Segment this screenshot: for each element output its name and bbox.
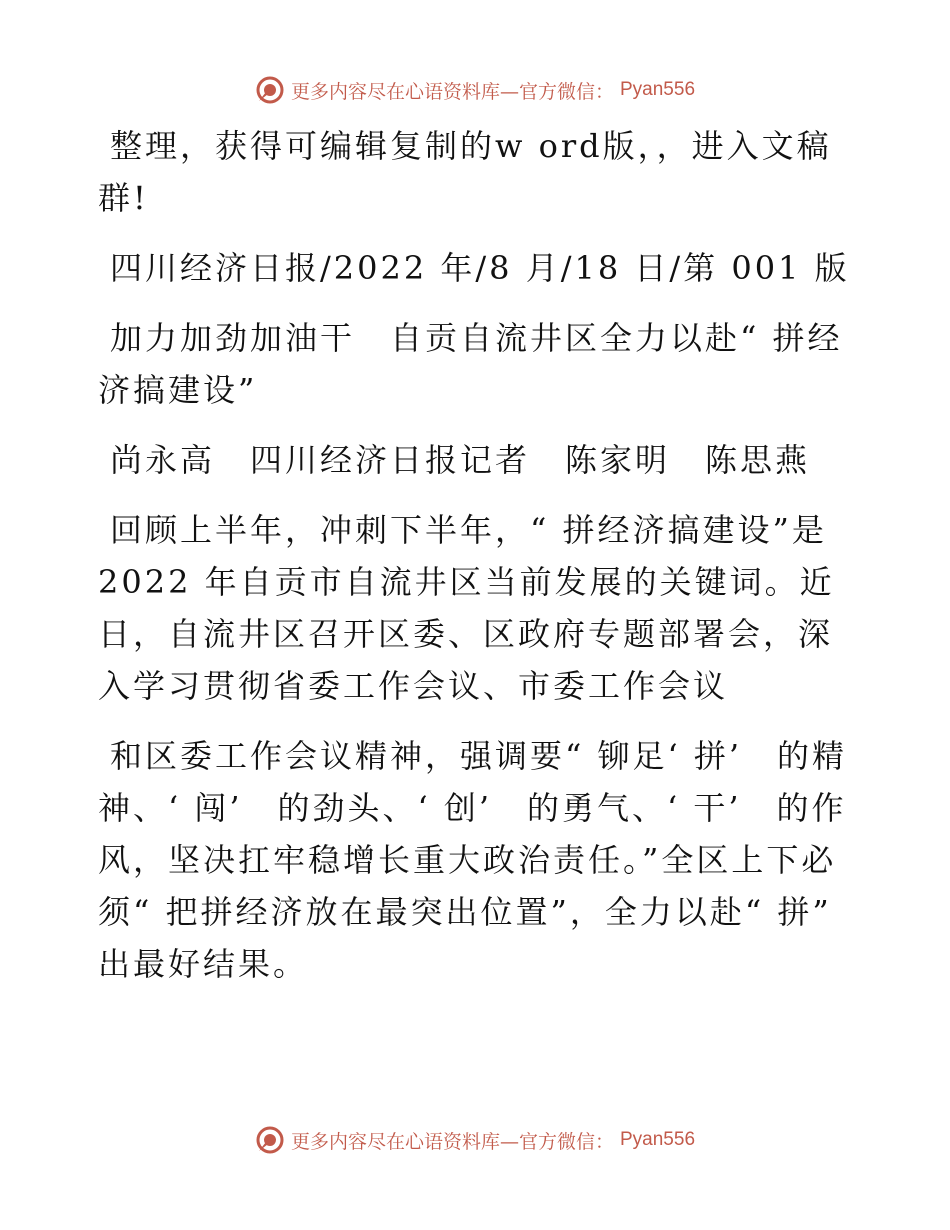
pen-logo-icon	[255, 75, 285, 105]
header-banner-text: 更多内容尽在心语资料库—官方微信：	[290, 80, 614, 103]
header-wechat-id: Pyan556	[620, 79, 696, 100]
intro-paragraph: 整理，获得可编辑复制的w ord版，，进入文稿群!	[98, 127, 832, 217]
footer-banner-text: 更多内容尽在心语资料库—官方微信：	[290, 1130, 614, 1153]
headline: 加力加劲加油干 自贡自流井区全力以赴“ 拼经济搞建设”	[98, 319, 843, 409]
pen-logo-icon	[255, 1125, 285, 1155]
header-banner	[0, 70, 950, 110]
body-paragraph-1: 回顾上半年，冲刺下半年，“ 拼经济搞建设”是 2022 年自贡市自流井区当前发展的关键词。近日，自流井区召开区委、区政府专题部署会，深入学习贯彻省委工作会议、市委工作会议	[98, 511, 841, 705]
document-body	[98, 120, 858, 1008]
byline: 尚永高 四川经济日报记者 陈家明 陈思燕	[110, 441, 811, 479]
body-paragraph-2: 和区委工作会议精神，强调要“ 铆足‘ 拼’ 的精神、‘ 闯’ 的劲头、‘ 创’ 的勇气、‘ 干’ 的作风，坚决扛牢稳增长重大政治责任。”全区上下必须“ 把拼经济放在最突出位置”，全力以赴“ 拼” 出最好结果。	[98, 737, 848, 983]
footer-banner	[0, 1120, 950, 1160]
footer-wechat-id: Pyan556	[620, 1129, 696, 1150]
source-line: 四川经济日报/2022 年/8 月/18 日/第 001 版	[110, 249, 850, 287]
